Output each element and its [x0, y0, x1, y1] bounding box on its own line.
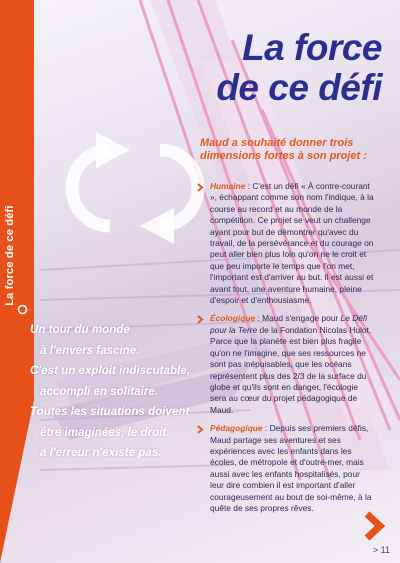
page-title-line-2: de ce défi — [216, 67, 382, 108]
list-item-humaine — [197, 181, 375, 306]
pull-quote — [30, 320, 220, 464]
pull-quote-line: à l'envers fascine. — [40, 343, 140, 357]
chevron-bullet-icon — [197, 183, 204, 192]
item-body: : C'est un défi « À contre-courant », échappant comme son nom l'indique, à la course au record et au monde de la compétition. Ce projet se veut un challenge ayant pour but de démontrer qu'avec du travail, de la persévérance et du courage on peut aller bien plus loin qu'on ne le croit et que peu importe le temps que l'on met, l'important est d'arriver au but. Il est aussi et avant tout, une aventure humaine, pleine d'espoir et d'enthousiasme. — [210, 181, 374, 306]
pull-quote-line: Un tour du monde — [30, 323, 130, 336]
pull-quote-line: C'est un exploit indiscutable, — [30, 364, 190, 377]
pull-quote-line: accompli en solitaire. — [40, 384, 158, 398]
item-body: : Maud s'engage pour — [255, 313, 341, 324]
list-item-pedagogique — [197, 423, 375, 514]
intro-lead: Maud a souhaité donner trois dimensions fortes à son projet : — [200, 137, 367, 162]
item-body: de la Fondation Nicolas Hulot. Parce que la planète est bien plus fragile qu'on ne l'imagine, que ses ressources ne sont pas inépuisables, que les océans représentent plus des 2/3 de la surface du globe et qu'ils sont en danger, l'écologie sera au cœur du projet pédagogique de Maud. — [210, 324, 372, 415]
item-title: Écologique — [210, 313, 256, 324]
dimensions-list — [197, 181, 375, 521]
item-body-emphasis: Le Défi pour la Terre — [210, 313, 368, 335]
item-title: Pédagogique — [210, 423, 263, 434]
page-number: > 11 — [372, 545, 390, 555]
chevron-right-icon[interactable] — [362, 511, 386, 541]
pull-quote-line: à l'erreur n'existe pas. — [40, 446, 162, 459]
list-item-ecologique — [197, 313, 375, 416]
page-title — [162, 28, 382, 108]
item-body: : Depuis ses premiers défis, Maud partage ses aventures et ses expériences avec les enfants dans les écoles, de métropole et d'outre-mer, mais aussi avec les enfants hospitalisés, pour leur dire combien il est important d'aller courageusement au bout de soi-même, à la quête de ses propres rêves. — [210, 423, 372, 513]
side-banner-label: La force de ce défi — [4, 165, 28, 315]
side-banner — [0, 0, 34, 563]
page-title-line-1: La force — [242, 27, 382, 68]
pull-quote-line: être imaginées, le droit — [40, 425, 167, 439]
pull-quote-line: Toutes les situations doivent — [30, 405, 190, 418]
item-title: Humaine — [210, 181, 246, 191]
